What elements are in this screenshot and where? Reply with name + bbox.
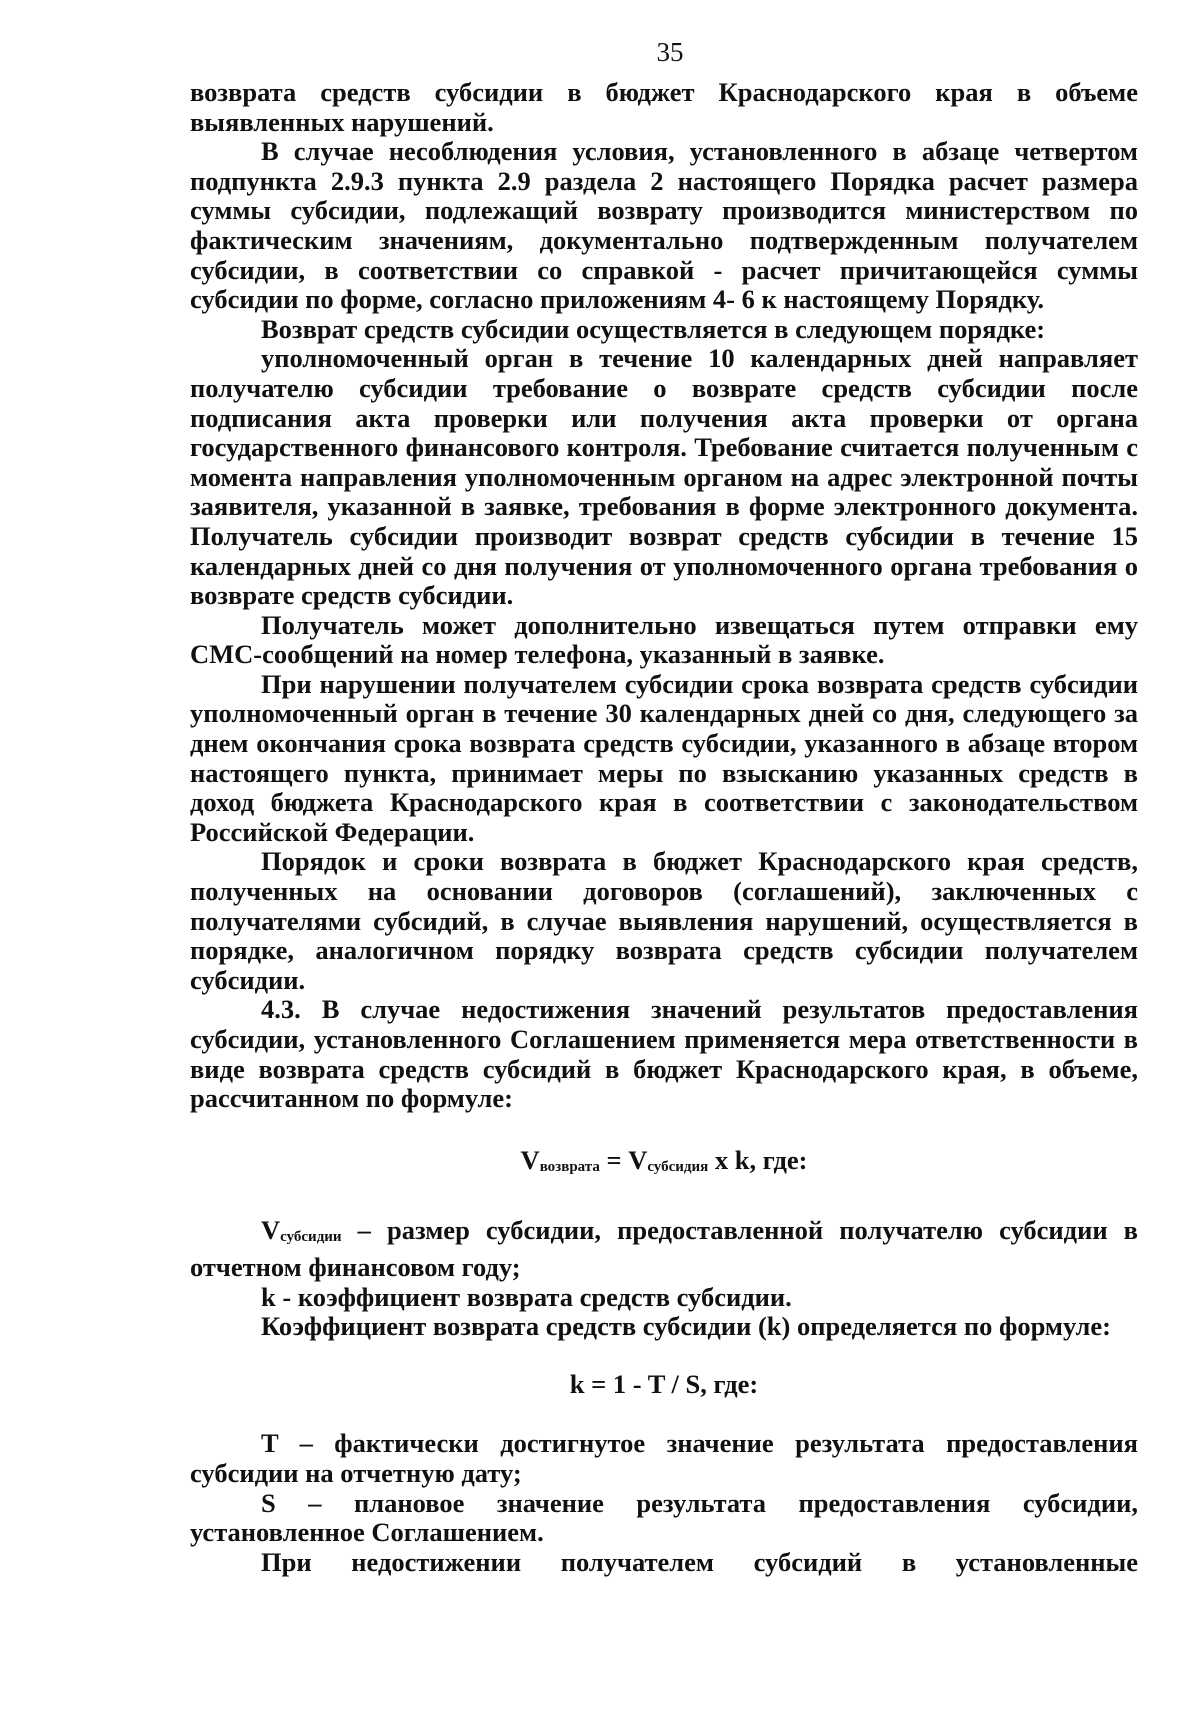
paragraph-11: T – фактически достигнутое значение результата предоставления субсидии на отчетную дату; <box>190 1428 1138 1488</box>
formula-v-subsidy: V <box>628 1144 648 1175</box>
definition-v-subscript: субсидии <box>280 1229 342 1246</box>
paragraph-12: S – плановое значение результата предоставления субсидии, установленное Соглашением. <box>190 1487 1138 1548</box>
paragraph-1: возврата средств субсидии в бюджет Краснодарского края в объеме выявленных нарушений. <box>190 77 1138 137</box>
paragraph-6: При нарушении получателем субсидии срока возврата средств субсидии уполномоченный орган в течение 30 календарных дней со дня, следующего за днем окончания срока возврата средств субсидии, указанного в абзаце втором настоящего пункта, принимает меры по взысканию указанных средств в доход бюджета Краснодарского края в соответствии с законодательством Российской Федерации. <box>190 668 1138 847</box>
formula-coefficient: k = 1 - T / S, где: <box>569 1368 759 1399</box>
paragraph-9: k - коэффициент возврата средств субсидии. <box>261 1281 792 1312</box>
formula-equals: = <box>599 1144 629 1175</box>
formula-return-volume <box>190 1146 1138 1183</box>
page-number: 35 <box>656 37 684 67</box>
paragraph-3: Возврат средств субсидии осуществляется в следующем порядке: <box>261 313 1046 344</box>
paragraph-10: Коэффициент возврата средств субсидии (k) определяется по формуле: <box>261 1311 1112 1342</box>
paragraph-2: В случае несоблюдения условия, установленного в абзаце четвертом подпункта 2.9.3 пункта 2.9 раздела 2 настоящего Порядка расчет размера суммы субсидии, подлежащий возврату производится министерством по фактическим значениям, документально подтвержденным получателем субсидии, в соответствии со справкой - расчет причитающейся суммы субсидии по форме, согласно приложениям 4- 6 к настоящему Порядку. <box>190 136 1138 315</box>
paragraph-13: При недостижении получателем субсидий в установленные <box>261 1546 1138 1577</box>
definition-v-subsidy <box>190 1216 1138 1282</box>
formula-v-return: V <box>520 1144 540 1175</box>
definition-v: V <box>261 1215 281 1246</box>
formula-v-return-subscript: возврата <box>539 1158 600 1175</box>
definition-v-text: – размер субсидии, предоставленной получателю субсидии в отчетном финансовом году; <box>190 1215 1138 1282</box>
paragraph-8: 4.3. В случае недостижения значений результатов предоставления субсидии, установленного Соглашением применяется мера ответственности в виде возврата средств субсидий в бюджет Краснодарского края, в объеме, рассчитанном по формуле: <box>190 994 1138 1114</box>
document-body <box>190 78 1138 1577</box>
paragraph-7: Порядок и сроки возврата в бюджет Краснодарского края средств, полученных на основании договоров (соглашений), заключенных с получателями субсидий, в случае выявления нарушений, осуществляется в порядке, аналогичном порядку возврата средств субсидии получателем субсидии. <box>190 846 1138 995</box>
paragraph-4: уполномоченный орган в течение 10 календарных дней направляет получателю субсидии требование о возврате средств субсидии после подписания акта проверки или получения акта проверки от органа государственного финансового контроля. Требование считается полученным с момента направления уполномоченным органом на адрес электронной почты заявителя, указанной в заявке, требования в форме электронного документа. Получатель субсидии производит возврат средств субсидии в течение 15 календарных дней со дня получения от уполномоченного органа требования о возврате средств субсидии. <box>190 343 1138 611</box>
paragraph-5: Получатель может дополнительно извещаться путем отправки ему СМС-сообщений на номер телефона, указанный в заявке. <box>190 609 1138 670</box>
formula-v-subsidy-subscript: субсидия <box>647 1158 709 1175</box>
formula-tail: x k, где: <box>708 1144 808 1175</box>
